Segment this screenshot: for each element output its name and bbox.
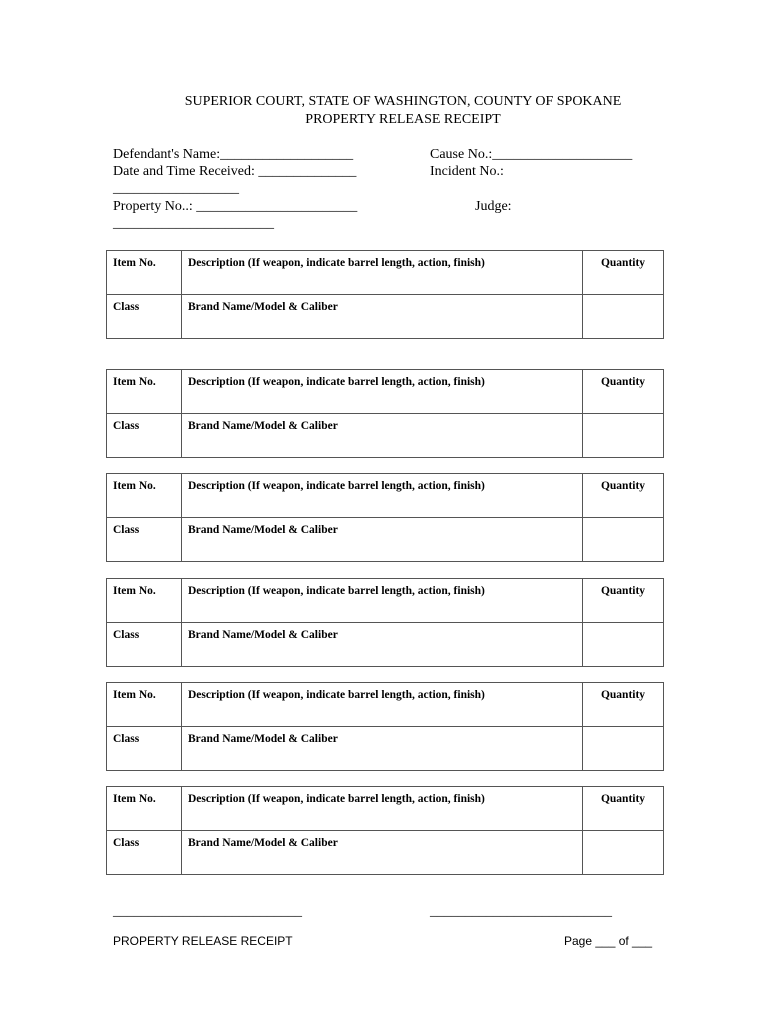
- quantity-value-cell[interactable]: [583, 518, 664, 562]
- continuation-line[interactable]: __________________: [113, 181, 239, 196]
- quantity-value-cell[interactable]: [583, 414, 664, 458]
- item-number-cell[interactable]: Item No.: [107, 683, 182, 727]
- quantity-value-cell[interactable]: [583, 831, 664, 875]
- court-title: SUPERIOR COURT, STATE OF WASHINGTON, COUNTY OF SPOKANE: [184, 94, 622, 109]
- table-row: [107, 831, 664, 875]
- quantity-value-cell[interactable]: [583, 623, 664, 667]
- signature-line-right[interactable]: __________________________: [430, 904, 612, 919]
- table-row: [107, 370, 664, 414]
- table-row: [107, 579, 664, 623]
- brand-model-cell[interactable]: Brand Name/Model & Caliber: [182, 623, 583, 667]
- quantity-cell[interactable]: Quantity: [583, 370, 664, 414]
- item-table: [106, 250, 664, 339]
- class-cell[interactable]: Class: [107, 831, 182, 875]
- item-table: [106, 369, 664, 458]
- continuation-line[interactable]: _______________________: [113, 216, 274, 231]
- description-cell[interactable]: Description (If weapon, indicate barrel length, action, finish): [182, 370, 583, 414]
- page-number: Page ___ of ___: [564, 934, 653, 948]
- quantity-cell[interactable]: Quantity: [583, 579, 664, 623]
- item-number-cell[interactable]: Item No.: [107, 474, 182, 518]
- table-row: [107, 787, 664, 831]
- form-title: PROPERTY RELEASE RECEIPT: [305, 112, 501, 127]
- table-row: [107, 518, 664, 562]
- item-number-cell[interactable]: Item No.: [107, 370, 182, 414]
- table-row: [107, 295, 664, 339]
- item-number-cell[interactable]: Item No.: [107, 787, 182, 831]
- footer-form-title: PROPERTY RELEASE RECEIPT: [113, 934, 293, 948]
- quantity-cell[interactable]: Quantity: [583, 683, 664, 727]
- brand-model-cell[interactable]: Brand Name/Model & Caliber: [182, 831, 583, 875]
- quantity-value-cell[interactable]: [583, 295, 664, 339]
- brand-model-cell[interactable]: Brand Name/Model & Caliber: [182, 295, 583, 339]
- item-table: [106, 473, 664, 562]
- quantity-cell[interactable]: Quantity: [583, 787, 664, 831]
- item-table: [106, 786, 664, 875]
- table-row: [107, 623, 664, 667]
- date-received-field[interactable]: Date and Time Received: ______________: [113, 164, 357, 179]
- table-row: [107, 683, 664, 727]
- incident-number-field[interactable]: Incident No.:: [430, 164, 504, 179]
- cause-number-field[interactable]: Cause No.:____________________: [430, 147, 633, 162]
- brand-model-cell[interactable]: Brand Name/Model & Caliber: [182, 414, 583, 458]
- class-cell[interactable]: Class: [107, 623, 182, 667]
- table-row: [107, 414, 664, 458]
- class-cell[interactable]: Class: [107, 414, 182, 458]
- brand-model-cell[interactable]: Brand Name/Model & Caliber: [182, 727, 583, 771]
- table-row: [107, 474, 664, 518]
- item-number-cell[interactable]: Item No.: [107, 251, 182, 295]
- class-cell[interactable]: Class: [107, 295, 182, 339]
- quantity-cell[interactable]: Quantity: [583, 474, 664, 518]
- class-cell[interactable]: Class: [107, 727, 182, 771]
- item-table: [106, 682, 664, 771]
- quantity-cell[interactable]: Quantity: [583, 251, 664, 295]
- description-cell[interactable]: Description (If weapon, indicate barrel length, action, finish): [182, 683, 583, 727]
- brand-model-cell[interactable]: Brand Name/Model & Caliber: [182, 518, 583, 562]
- description-cell[interactable]: Description (If weapon, indicate barrel length, action, finish): [182, 579, 583, 623]
- description-cell[interactable]: Description (If weapon, indicate barrel length, action, finish): [182, 787, 583, 831]
- item-table: [106, 578, 664, 667]
- defendant-name-field[interactable]: Defendant's Name:___________________: [113, 147, 354, 162]
- item-number-cell[interactable]: Item No.: [107, 579, 182, 623]
- quantity-value-cell[interactable]: [583, 727, 664, 771]
- description-cell[interactable]: Description (If weapon, indicate barrel length, action, finish): [182, 251, 583, 295]
- signature-line-left[interactable]: ___________________________: [113, 904, 302, 919]
- property-number-field[interactable]: Property No..: _______________________: [113, 199, 358, 214]
- table-row: [107, 251, 664, 295]
- class-cell[interactable]: Class: [107, 518, 182, 562]
- table-row: [107, 727, 664, 771]
- judge-field[interactable]: Judge:: [475, 199, 512, 214]
- description-cell[interactable]: Description (If weapon, indicate barrel length, action, finish): [182, 474, 583, 518]
